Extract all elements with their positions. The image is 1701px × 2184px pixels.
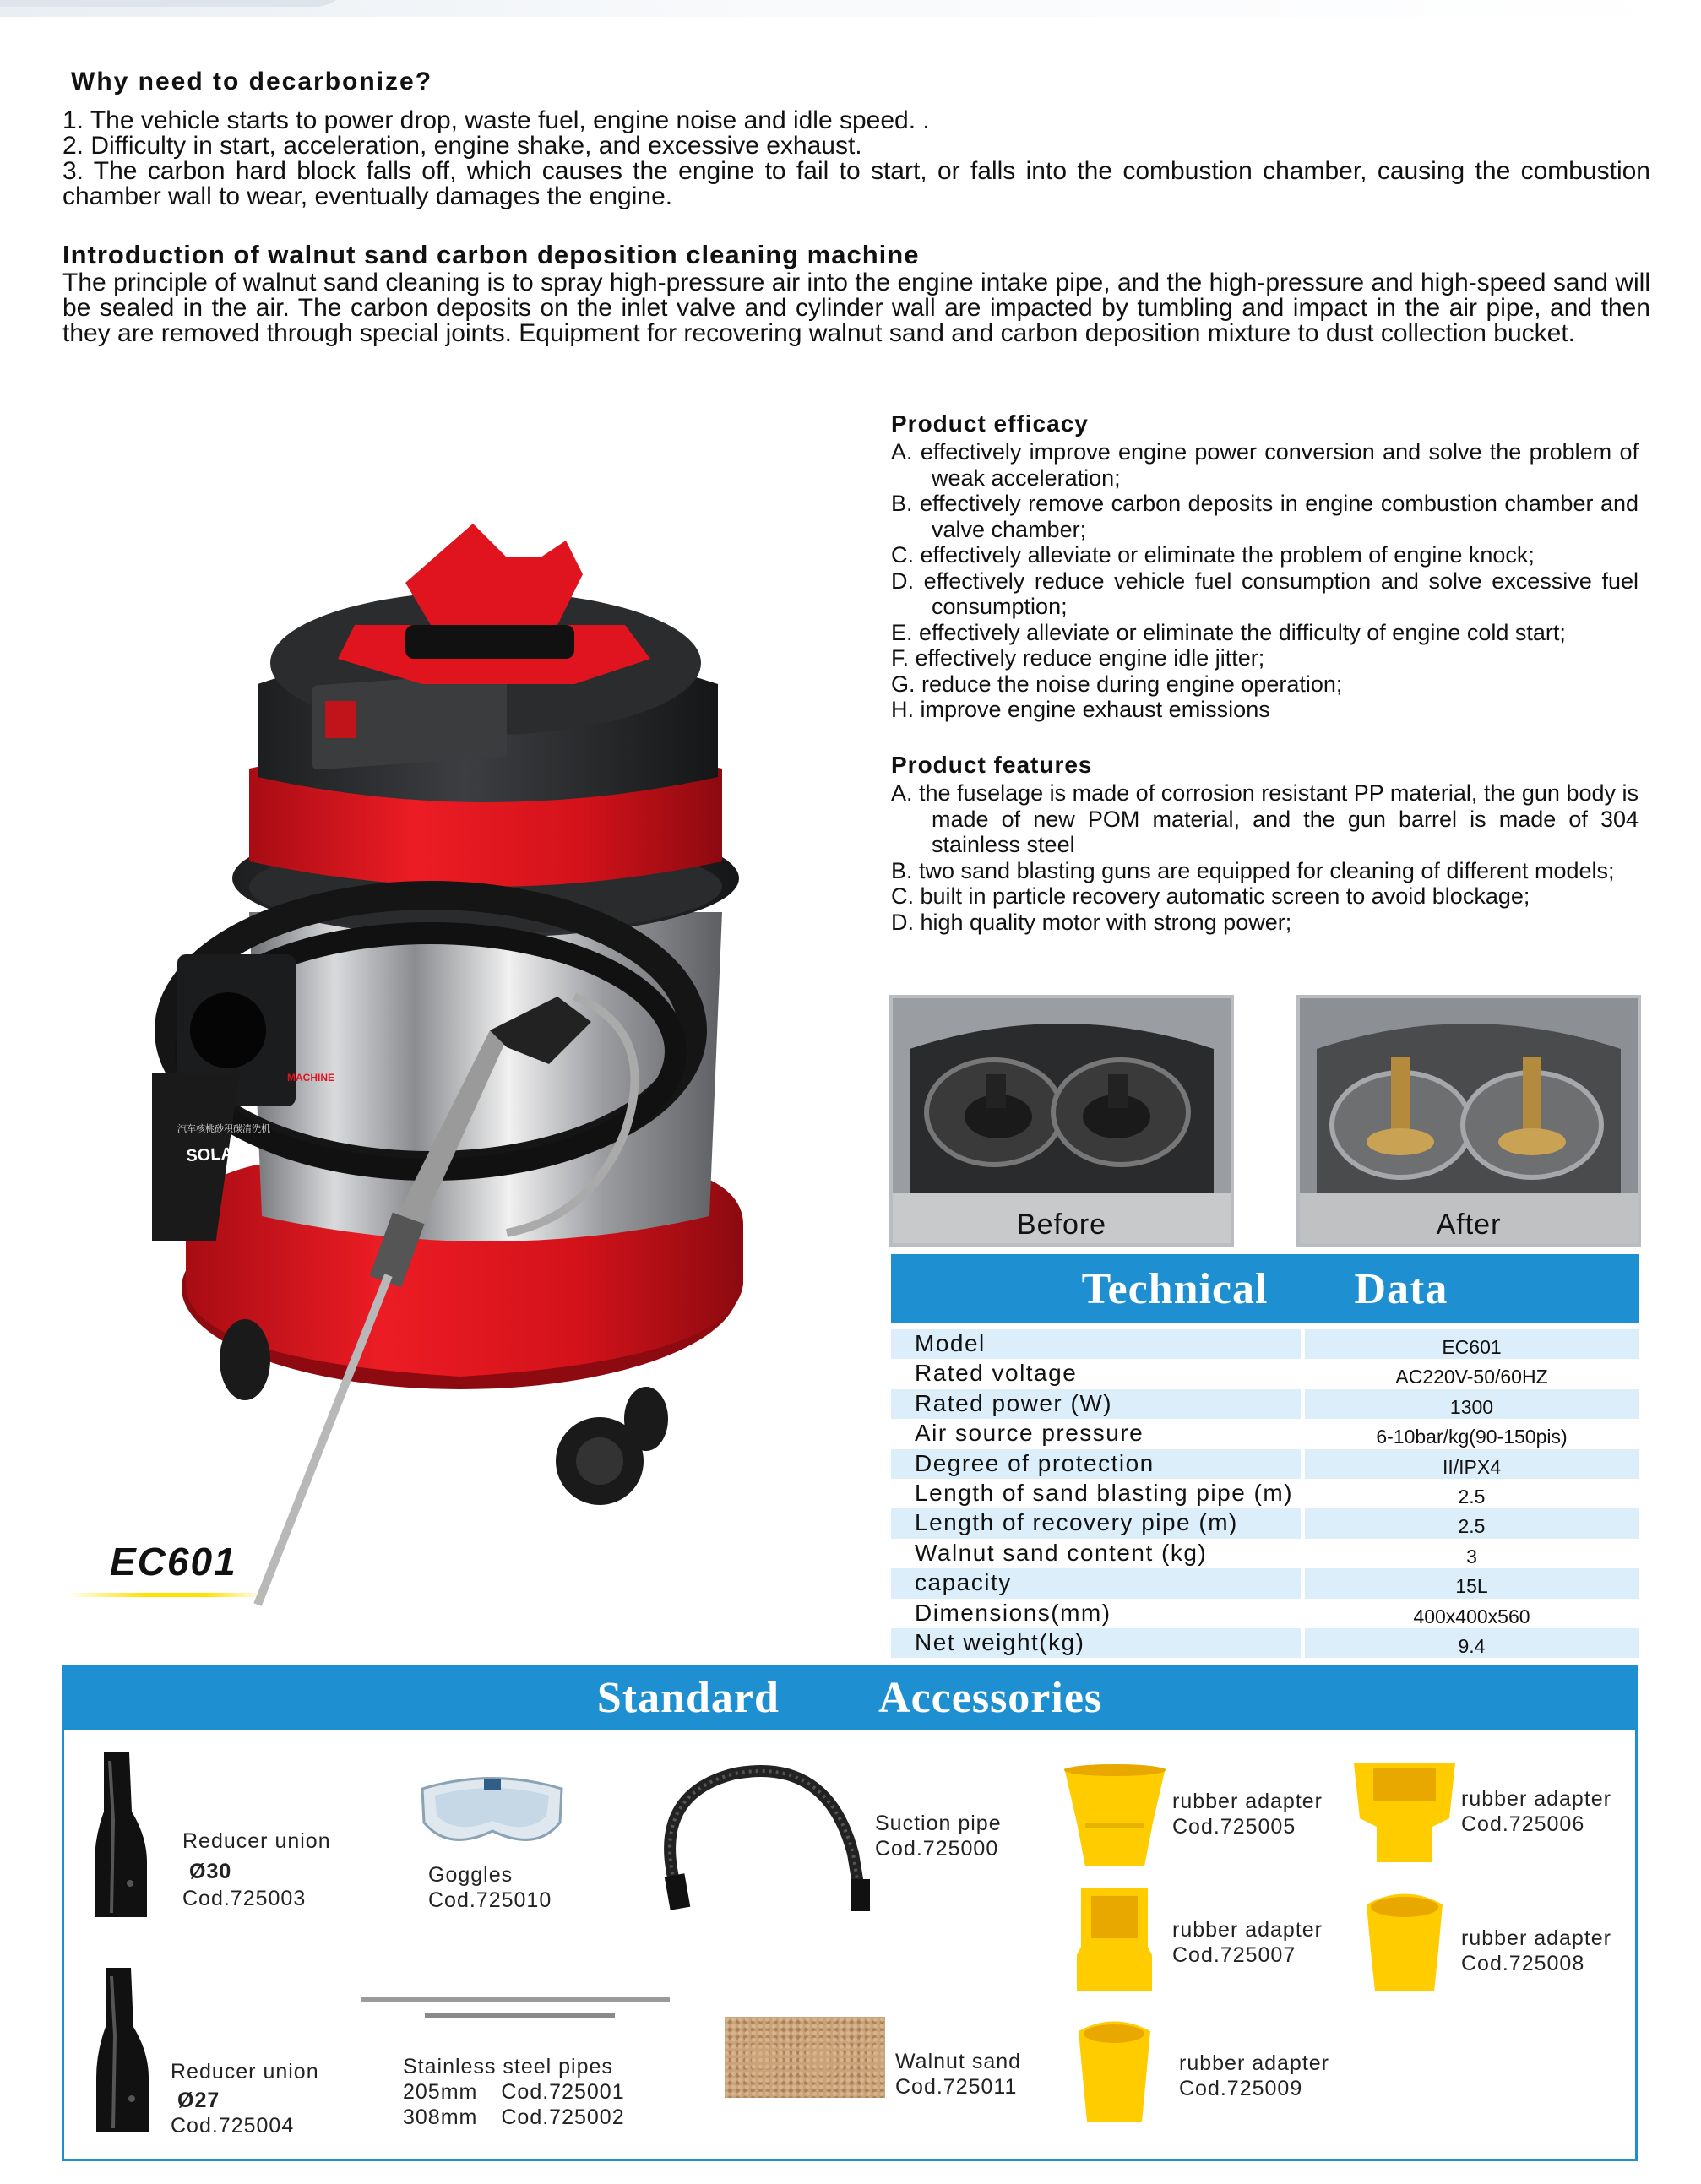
tech-key: Rated voltage	[915, 1360, 1078, 1387]
tech-row	[891, 1329, 1639, 1359]
adapter7-name: rubber adapter	[1172, 1918, 1323, 1942]
efficacy-item: E. effectively alleviate or eliminate the difficulty of engine cold start;	[891, 619, 1566, 645]
suction-label	[875, 1811, 1002, 1861]
power-switch	[325, 701, 356, 738]
reducer-union-30-image	[91, 1752, 150, 1921]
tech-key: Model	[891, 1329, 1301, 1359]
pipes-row2-len: 308mm	[403, 2105, 478, 2129]
after-photo	[1296, 995, 1641, 1247]
efficacy-item: A. effectively improve engine power conversion and solve the problem of weak acceleration;	[891, 439, 1639, 491]
feature-item: C. built in particle recovery automatic screen to avoid blockage;	[891, 883, 1530, 909]
handle-grip	[405, 524, 583, 625]
brand-logo: SOLARY	[185, 1143, 257, 1166]
accessories-header	[62, 1665, 1638, 1730]
efficacy-item: F. effectively reduce engine idle jitter;	[891, 645, 1265, 671]
rubber-adapter-725007-image	[1074, 1888, 1155, 1993]
adapter8-name: rubber adapter	[1461, 1926, 1612, 1950]
why-item: 3. The carbon hard block falls off, which causes the engine to fail to start, or falls into the combustion chamber, causing the combustion chamber wall to wear, eventually damages the engine.	[62, 157, 1650, 210]
tech-value: 1300	[1305, 1389, 1639, 1419]
rubber-adapter-725009-image	[1074, 2018, 1155, 2124]
tech-value: 9.4	[1305, 1628, 1639, 1658]
reducer30-name: Reducer union	[182, 1829, 331, 1853]
wheel	[624, 1387, 668, 1451]
adapter8-label	[1461, 1926, 1611, 1976]
intro-title: Introduction of walnut sand carbon deposition cleaning machine	[62, 240, 920, 269]
efficacy-title: Product efficacy	[891, 410, 1089, 437]
model-underline	[68, 1593, 264, 1597]
handle-latch	[405, 625, 574, 659]
features-title: Product features	[891, 752, 1093, 778]
rubber-adapter-725005-image	[1060, 1763, 1170, 1869]
adapter5-name: rubber adapter	[1172, 1790, 1323, 1813]
adapter6-label	[1461, 1786, 1611, 1837]
before-caption: Before	[1016, 1209, 1107, 1241]
tech-key: Length of sand blasting pipe (m)	[915, 1479, 1294, 1506]
panel-text-en: MACHINE	[287, 1072, 334, 1084]
top-decoration-arc	[0, 0, 355, 7]
why-list	[62, 108, 1650, 209]
adapter8-code: Cod.725008	[1461, 1952, 1585, 1975]
reducer27-code: Cod.725004	[171, 2114, 295, 2138]
before-valve-image	[893, 998, 1231, 1243]
tech-value: 400x400x560	[1413, 1605, 1530, 1627]
accessories-title: Standard Accessories	[596, 1673, 1103, 1722]
efficacy-item: G. reduce the noise during engine operation;	[891, 671, 1343, 697]
tech-value: 15L	[1305, 1568, 1639, 1598]
tech-value: 3	[1466, 1545, 1477, 1567]
tech-key: Degree of protection	[891, 1449, 1301, 1479]
sand-code: Cod.725011	[895, 2075, 1018, 2099]
tech-value: 2.5	[1458, 1485, 1486, 1508]
tech-row	[891, 1508, 1639, 1538]
goggles-label	[428, 1862, 552, 1913]
tech-row	[891, 1389, 1639, 1419]
after-valve-image	[1300, 998, 1638, 1243]
tech-value: EC601	[1305, 1329, 1639, 1359]
after-caption: After	[1436, 1209, 1502, 1241]
tech-row	[891, 1479, 1639, 1508]
rubber-adapter-725006-image	[1350, 1759, 1459, 1865]
efficacy-item: D. effectively reduce vehicle fuel consumption and solve excessive fuel consumption;	[891, 568, 1639, 619]
reducer27-label	[171, 2059, 319, 2138]
tech-key: Walnut sand content (kg)	[915, 1539, 1208, 1566]
reducer30-label	[182, 1828, 331, 1911]
feature-item: B. two sand blasting guns are equipped for cleaning of different models;	[891, 857, 1615, 883]
steel-pipes-image	[361, 1995, 674, 2020]
sand-label	[895, 2049, 1021, 2100]
adapter7-code: Cod.725007	[1172, 1943, 1296, 1967]
suction-pipe-image	[659, 1761, 870, 1913]
efficacy-item: H. improve engine exhaust emissions	[891, 697, 1270, 722]
tech-row	[891, 1359, 1639, 1388]
tech-key: Length of recovery pipe (m)	[891, 1508, 1301, 1538]
reducer27-name: Reducer union	[171, 2060, 319, 2083]
efficacy-item: C. effectively alleviate or eliminate the problem of engine knock;	[891, 542, 1535, 568]
tech-key: capacity	[891, 1568, 1301, 1598]
inlet-hole	[190, 992, 266, 1068]
wheel-hub	[576, 1437, 623, 1485]
tech-row	[891, 1539, 1639, 1568]
walnut-sand-image	[725, 2017, 885, 2098]
tech-value: II/IPX4	[1305, 1449, 1639, 1479]
reducer30-code: Cod.725003	[182, 1887, 307, 1910]
why-item: 1. The vehicle starts to power drop, waste fuel, engine noise and idle speed. .	[62, 106, 930, 134]
intro-text: The principle of walnut sand cleaning is to spray high-pressure air into the engine intake pipe, and the high-pressure and high-speed sand will be sealed in the air. The carbon deposits on the inlet valve and cylinder wall are impacted by tumbling and impact in the air pipe, and then they are removed through special joints. Equipment for recovering walnut sand and carbon deposition mixture to dust collection bucket.	[62, 269, 1650, 347]
adapter9-label	[1179, 2051, 1329, 2101]
goggles-code: Cod.725010	[428, 1888, 552, 1912]
reducer27-size: Ø27	[177, 2089, 220, 2112]
adapter6-name: rubber adapter	[1461, 1787, 1612, 1811]
tech-value: AC220V-50/60HZ	[1395, 1366, 1548, 1388]
adapter6-code: Cod.725006	[1461, 1812, 1585, 1836]
pipes-label	[403, 2054, 625, 2130]
goggles-image	[418, 1772, 566, 1856]
tech-key: Dimensions(mm)	[915, 1599, 1111, 1626]
tech-row	[891, 1568, 1639, 1598]
adapter9-code: Cod.725009	[1179, 2077, 1303, 2100]
tech-value: 6-10bar/kg(90-150pis)	[1376, 1426, 1568, 1448]
model-label: EC601	[110, 1540, 237, 1584]
tech-title: Technical Data	[1081, 1264, 1448, 1313]
tech-row	[891, 1419, 1639, 1448]
efficacy-list	[891, 439, 1639, 723]
suction-name: Suction pipe	[875, 1812, 1002, 1835]
pipes-row1-code: Cod.725001	[501, 2080, 625, 2104]
why-title: Why need to decarbonize?	[71, 68, 433, 95]
tech-key: Rated power (W)	[891, 1389, 1301, 1419]
before-photo	[889, 995, 1234, 1247]
tech-value: 2.5	[1305, 1508, 1639, 1538]
features-list	[891, 780, 1639, 935]
adapter7-label	[1172, 1917, 1323, 1968]
adapter5-label	[1172, 1789, 1323, 1839]
wheel	[220, 1319, 270, 1400]
tech-key: Net weight(kg)	[891, 1628, 1301, 1658]
feature-item: D. high quality motor with strong power;	[891, 909, 1292, 935]
pipes-row1-len: 205mm	[403, 2080, 478, 2104]
tech-header	[891, 1254, 1639, 1323]
tech-row	[891, 1449, 1639, 1479]
rubber-adapter-725008-image	[1362, 1892, 1447, 1993]
pipes-row2-code: Cod.725002	[501, 2105, 625, 2129]
adapter5-code: Cod.725005	[1172, 1815, 1296, 1839]
reducer30-size: Ø30	[189, 1860, 232, 1883]
efficacy-item: B. effectively remove carbon deposits in engine combustion chamber and valve chamber;	[891, 491, 1639, 542]
suction-code: Cod.725000	[875, 1837, 999, 1861]
tech-table	[891, 1329, 1639, 1658]
why-item: 2. Difficulty in start, acceleration, engine shake, and excessive exhaust.	[62, 132, 862, 160]
tech-key: Air source pressure	[915, 1420, 1144, 1447]
tech-row	[891, 1599, 1639, 1628]
pipes-name: Stainless steel pipes	[403, 2055, 613, 2078]
machine-image	[152, 524, 819, 1613]
reducer-union-27-image	[93, 1968, 152, 2137]
tech-row	[891, 1628, 1639, 1658]
goggles-name: Goggles	[428, 1863, 514, 1887]
feature-item: A. the fuselage is made of corrosion resistant PP material, the gun body is made of new POM material, and the gun barrel is made of 304 stainless steel	[891, 780, 1639, 857]
sand-name: Walnut sand	[895, 2050, 1022, 2073]
adapter9-name: rubber adapter	[1179, 2051, 1330, 2075]
panel-text: 汽车核桃砂积碳清洗机	[177, 1124, 270, 1134]
